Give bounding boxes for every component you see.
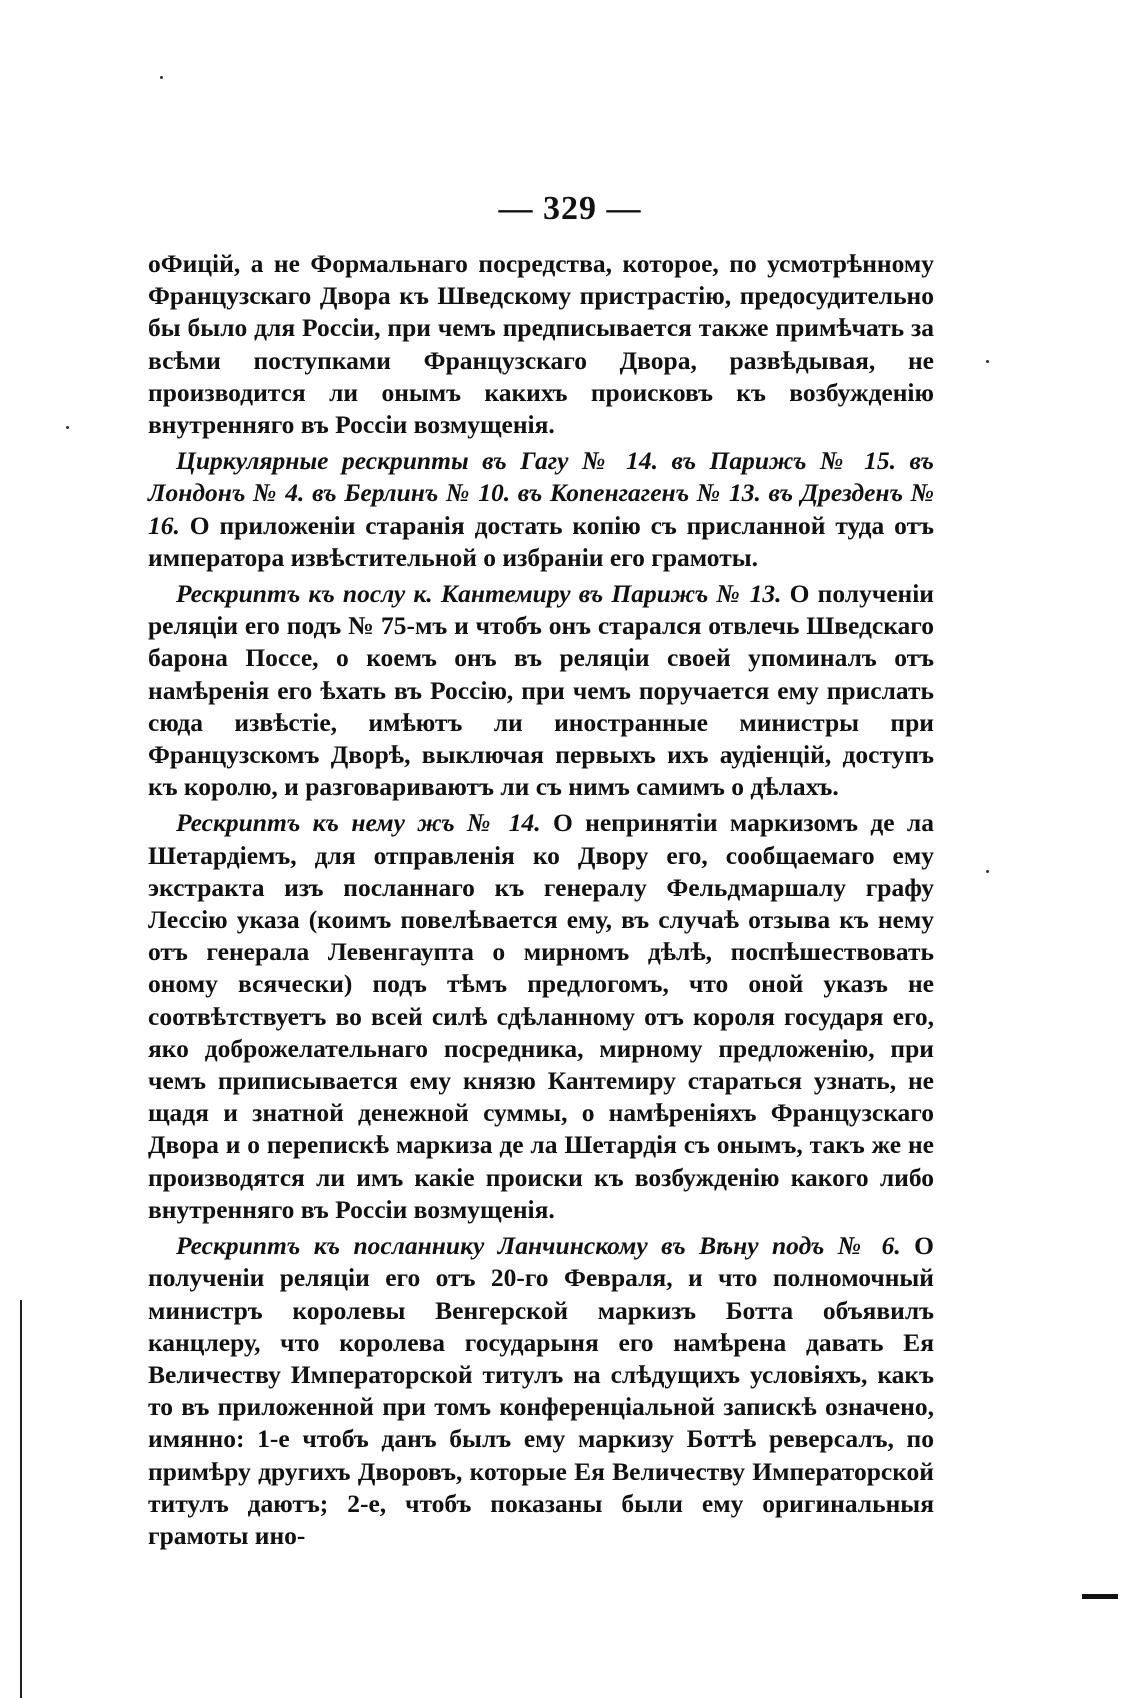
paragraph-2 [148, 445, 934, 574]
paragraph-4-lead: Рескриптъ къ нему жъ № 14. [176, 808, 541, 838]
paragraph-3-text: О полученіи реляціи его подъ № 75-мъ и чтобъ онъ старался отвлечь Шведскаго барона Поссе, о коемъ онъ въ реляціи своей упоминалъ отъ намѣренія его ѣхать въ Россію, при чемъ поручается ему прислать сюда извѣстіе, имѣютъ ли иностранные министры при Французскомъ Дворѣ, выключая первыхъ ихъ аудіенцій, доступъ къ королю, и разговариваютъ ли съ нимъ самимъ о дѣлахъ. [148, 579, 934, 802]
paragraph-3 [148, 578, 934, 803]
paragraph-3-lead: Рескриптъ къ послу к. Кантемиру въ Парижъ № 13. [176, 579, 782, 609]
scan-speck [986, 870, 989, 873]
margin-dash [1082, 1594, 1118, 1599]
page-number: — 329 — [498, 190, 642, 227]
paragraph-5 [148, 1230, 934, 1552]
body-text [148, 248, 934, 1552]
scan-speck [986, 360, 989, 363]
paragraph-5-lead: Рескриптъ къ посланнику Ланчинскому въ Вѣну подъ № 6. [176, 1231, 901, 1261]
paragraph-2-lead: Циркулярные рескрипты въ Гагу № 14. въ Парижъ № 15. въ Лондонъ № 4. въ Берлинъ № 10. въ Копенгагенъ № 13. въ Дрезденъ № 16. [148, 446, 934, 540]
scan-speck [160, 76, 163, 79]
paragraph-1 [148, 248, 934, 441]
paragraph-4 [148, 807, 934, 1226]
scan-speck [66, 426, 69, 429]
paragraph-2-text: О приложеніи старанія достать копію съ присланной туда отъ императора извѣстительной о избраніи его грамоты. [148, 510, 934, 572]
paragraph-1-text: оФицій, а не Формальнаго посредства, которое, по усмотрѣнному Французскаго Двора къ Шведскому пристрастію, предосудительно бы было для Россіи, при чемъ предписывается также примѣчать за всѣми поступками Французскаго Двора, развѣдывая, не производится ли онымъ какихъ происковъ къ возбужденію внутренняго въ Россіи возмущенія. [148, 249, 934, 440]
paragraph-5-text: О полученіи реляціи его отъ 20-го Февраля, и что полномочный министръ королевы Венгерской маркизъ Ботта объявилъ канцлеру, что королева государыня его намѣрена давать Ея Величеству Императорской титулъ на слѣдущихъ условіяхъ, какъ то въ приложенной при томъ конференціальной запискѣ означено, имянно: 1-е чтобъ данъ былъ ему маркизу Боттѣ реверсалъ, по примѣру другихъ Дворовъ, которые Ея Величеству Императорской титулъ даютъ; 2-е, чтобъ показаны были ему оригинальныя грамоты ино- [148, 1231, 934, 1550]
binding-edge-line [20, 1300, 22, 1698]
paragraph-4-text: О непринятіи маркизомъ де ла Шетардіемъ, для отправленія ко Двору его, сообщаемаго ему экстракта изъ посланнаго къ генералу Фельдмаршалу графу Лессію указа (коимъ повелѣвается ему, въ случаѣ отзыва къ нему отъ генерала Левенгаупта о мирномъ дѣлѣ, поспѣшествовать оному всячески) подъ тѣмъ предлогомъ, что оной указъ не соотвѣтствуетъ во всей силѣ сдѣланному отъ короля государя его, яко доброжелательнаго посредника, мирному предложенію, при чемъ приписывается ему князю Кантемиру стараться узнать, не щадя и знатной денежной суммы, о намѣреніяхъ Французскаго Двора и о перепискѣ маркиза де ла Шетардія съ онымъ, такъ же не производятся ли имъ какіе происки къ возбужденію какого либо внутренняго въ Россіи возмущенія. [148, 808, 934, 1224]
